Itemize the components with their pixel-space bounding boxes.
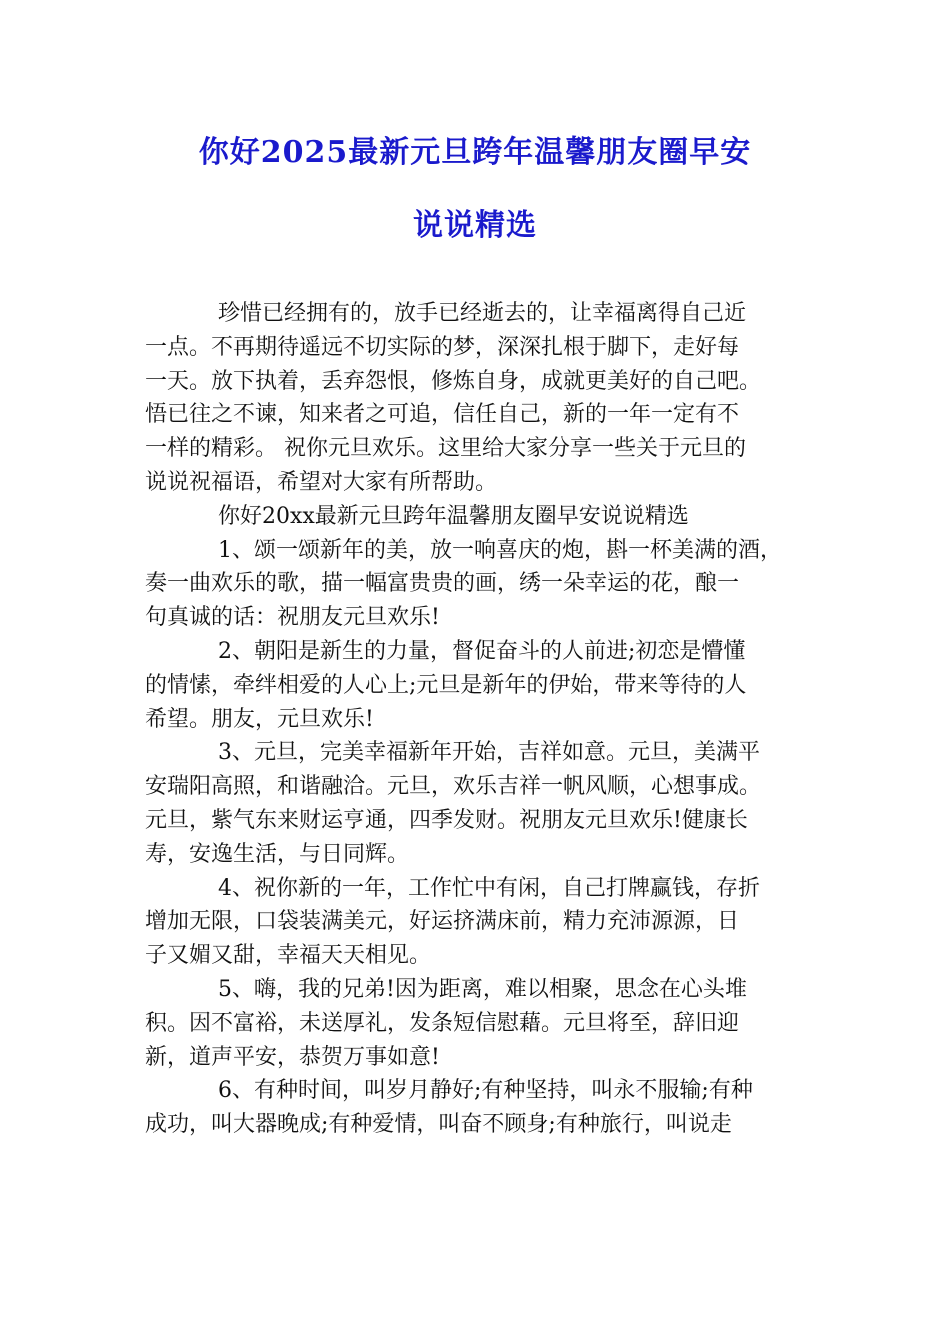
body-text-line: 一样的精彩。 祝你元旦欢乐。这里给大家分享一些关于元旦的: [145, 436, 746, 462]
body-text-line: 3、元旦，完美幸福新年开始，吉祥如意。元旦，美满平: [218, 740, 760, 766]
document-title-line-1: 你好2025最新元旦跨年温馨朋友圈早安: [198, 135, 752, 170]
body-text-line: 元旦，紫气东来财运亨通，四季发财。祝朋友元旦欢乐!健康长: [145, 807, 748, 833]
body-text-line: 2、朝阳是新生的力量，督促奋斗的人前进;初恋是懵懂: [218, 638, 746, 664]
body-text-line: 奏一曲欢乐的歌，描一幅富贵贵的画，绣一朵幸运的花，酿一: [145, 571, 740, 597]
document-title-line-2: 说说精选: [413, 208, 537, 243]
body-text-line: 成功，叫大器晚成;有种爱情，叫奋不顾身;有种旅行，叫说走: [145, 1112, 732, 1138]
body-text-line: 增加无限，口袋装满美元，好运挤满床前，精力充沛源源，日: [145, 909, 740, 935]
body-text-line: 4、祝你新的一年，工作忙中有闲，自己打牌赢钱，存折: [218, 875, 760, 901]
body-text-line: 希望。朋友，元旦欢乐!: [145, 706, 374, 732]
body-text-line: 5、嗨，我的兄弟!因为距离，难以相聚，思念在心头堆: [218, 976, 747, 1002]
body-text-line: 1、颂一颂新年的美，放一响喜庆的炮，斟一杯美满的酒，: [218, 537, 782, 563]
body-text-line: 句真诚的话：祝朋友元旦欢乐!: [145, 605, 440, 631]
body-text-line: 新，道声平安，恭贺万事如意!: [145, 1044, 440, 1070]
body-text-line: 6、有种时间，叫岁月静好;有种坚持，叫永不服输;有种: [218, 1078, 753, 1104]
body-text-line: 积。因不富裕，未送厚礼，发条短信慰藉。元旦将至，辞旧迎: [145, 1010, 740, 1036]
body-text-line: 子又媚又甜，幸福天天相见。: [145, 943, 432, 969]
body-text-line: 悟已往之不谏，知来者之可追，信任自己，新的一年一定有不: [145, 402, 740, 428]
body-text-line: 寿，安逸生活，与日同辉。: [145, 841, 410, 867]
body-text-line: 一点。不再期待遥远不切实际的梦，深深扎根于脚下，走好每: [145, 334, 740, 360]
body-text-line: 珍惜已经拥有的，放手已经逝去的，让幸福离得自己近: [218, 301, 747, 326]
body-text-line: 的情愫，牵绊相爱的人心上;元旦是新年的伊始，带来等待的人: [145, 672, 747, 698]
document-body: [145, 297, 810, 1142]
body-text-line: 你好20xx最新元旦跨年温馨朋友圈早安说说精选: [218, 503, 689, 529]
body-text-line: 说说祝福语，希望对大家有所帮助。: [145, 469, 498, 495]
body-text-line: 一天。放下执着，丢弃怨恨，修炼自身，成就更美好的自己吧。: [145, 368, 762, 394]
body-text-line: 安瑞阳高照，和谐融洽。元旦，欢乐吉祥一帆风顺，心想事成。: [145, 774, 762, 800]
